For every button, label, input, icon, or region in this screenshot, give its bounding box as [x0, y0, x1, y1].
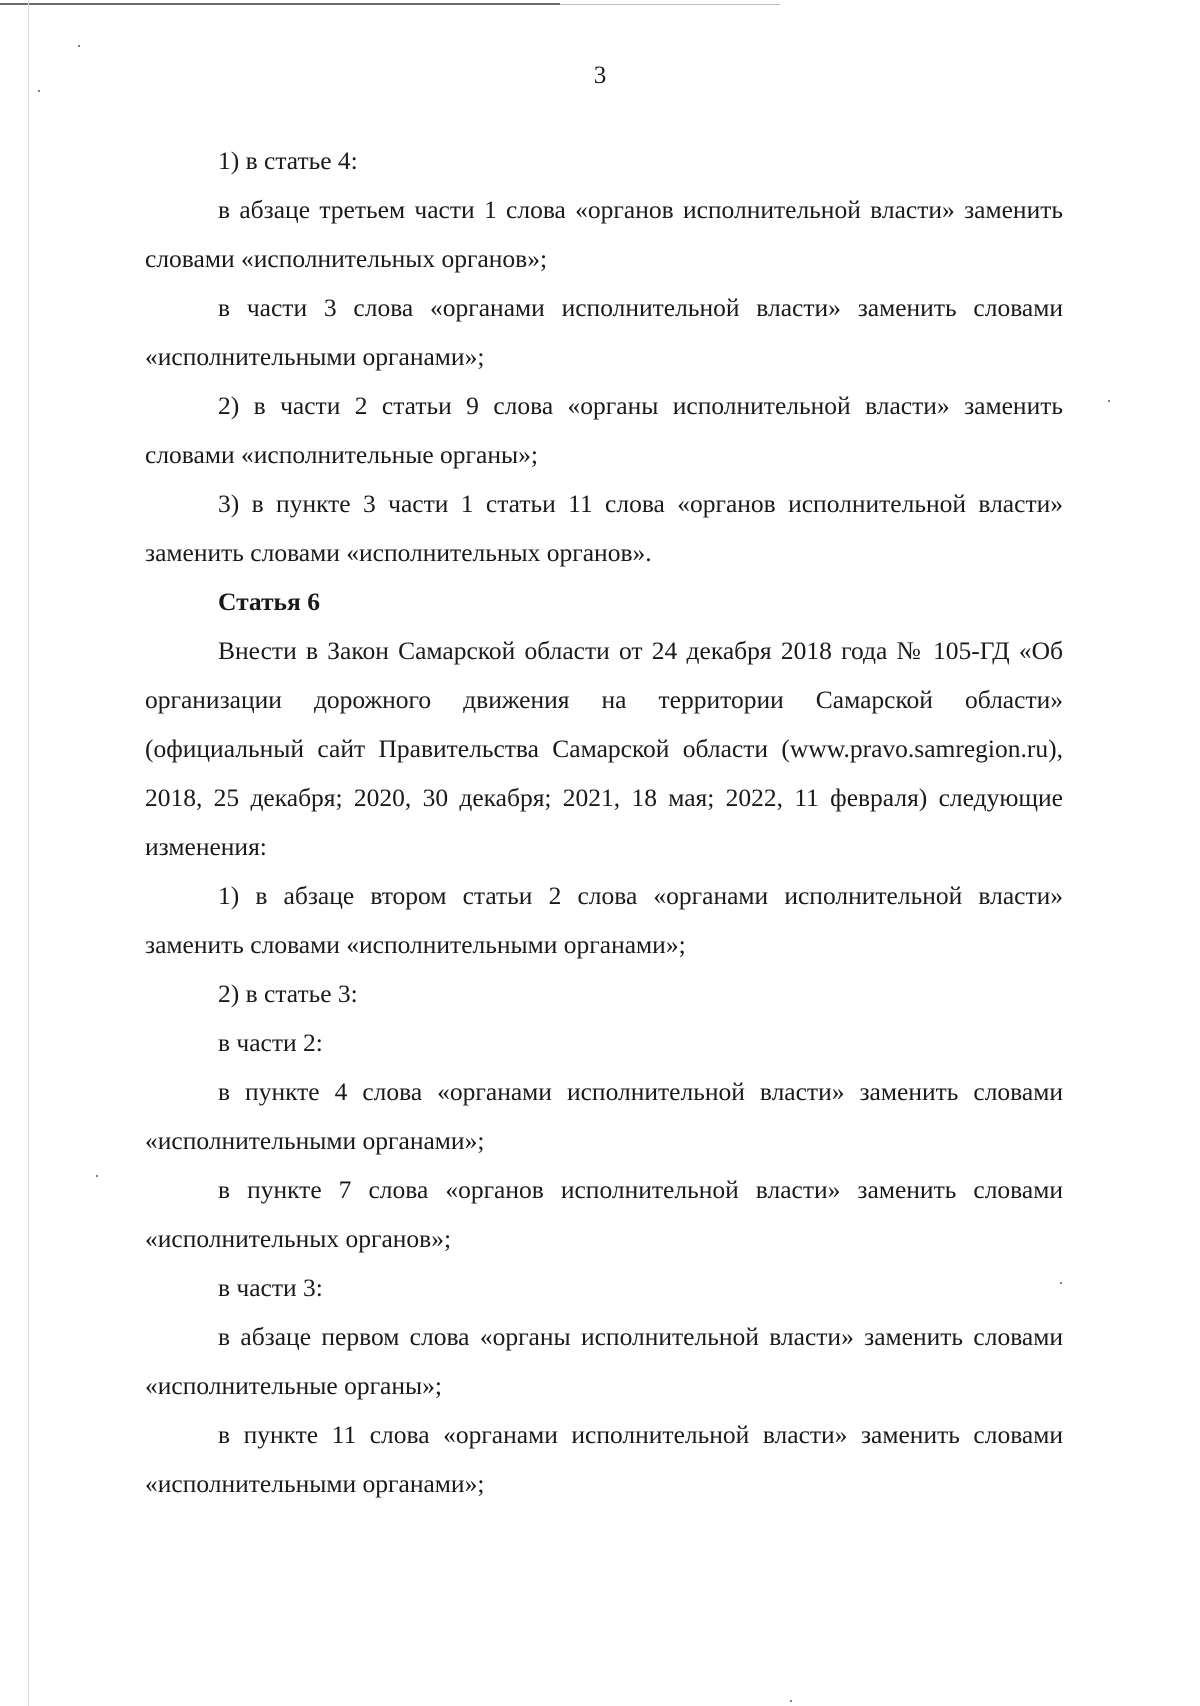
paragraph: 1) в статье 4: [218, 146, 358, 175]
paragraph: в пункте 7 слова «органов исполнительной власти» заменить словами «исполнительных органов»; [145, 1175, 1063, 1253]
page-number: 3 [593, 62, 607, 89]
paragraph: в части 2: [218, 1028, 323, 1057]
scan-border-line [560, 4, 780, 5]
scan-edge-shadow [28, 0, 29, 1706]
paragraph: в части 3: [218, 1273, 323, 1302]
scan-speck [790, 1700, 792, 1702]
paragraph: 2) в части 2 статьи 9 слова «органы исполнительной власти» заменить словами «исполнительные органы»; [145, 391, 1063, 469]
scan-speck [38, 90, 40, 92]
paragraph: 1) в абзаце втором статьи 2 слова «органами исполнительной власти» заменить словами «исполнительными органами»; [145, 881, 1063, 959]
paragraph: 2) в статье 3: [218, 979, 358, 1008]
scan-speck [1108, 400, 1110, 402]
scan-speck [96, 1175, 98, 1177]
scan-speck [78, 45, 80, 47]
paragraph: в абзаце третьем части 1 слова «органов исполнительной власти» заменить словами «исполнительных органов»; [145, 195, 1063, 273]
paragraph: в пункте 4 слова «органами исполнительной власти» заменить словами «исполнительными органами»; [145, 1077, 1063, 1155]
article-heading: Статья 6 [218, 587, 320, 616]
paragraph: Внести в Закон Самарской области от 24 декабря 2018 года № 105-ГД «Об организации дорожного движения на территории Самарской области» (официальный сайт Правительства Самарской области (www.pravo.samregion.ru), 2018, 25 декабря; 2020, 30 декабря; 2021, 18 мая; 2022, 11 февраля) следующие изменения: [145, 636, 1063, 861]
paragraph: 3) в пункте 3 части 1 статьи 11 слова «органов исполнительной власти» заменить словами «исполнительных органов». [145, 489, 1063, 567]
paragraph: в абзаце первом слова «органы исполнительной власти» заменить словами «исполнительные органы»; [145, 1322, 1063, 1400]
paragraph: в части 3 слова «органами исполнительной власти» заменить словами «исполнительными органами»; [145, 293, 1063, 371]
paragraph: в пункте 11 слова «органами исполнительной власти» заменить словами «исполнительными органами»; [145, 1420, 1063, 1498]
scan-border-line [0, 3, 560, 5]
document-body [145, 136, 1063, 1508]
